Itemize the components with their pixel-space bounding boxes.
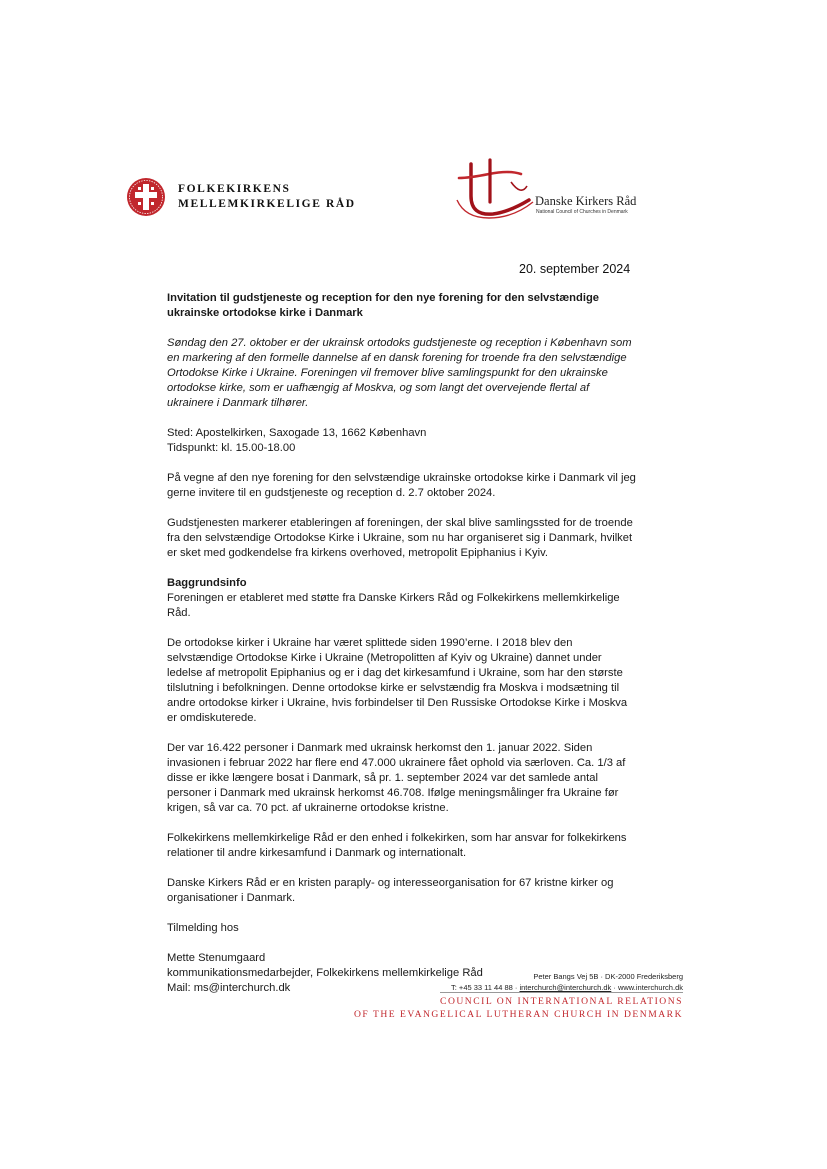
footer-web[interactable]: · www.interchurch.dk <box>611 983 683 992</box>
dkr-logo-name: Danske Kirkers Råd <box>535 194 637 208</box>
contact-role: kommunikationsmedarbejder, Folkekirkens mellemkirkelige Råd <box>167 967 483 979</box>
footer-council-line1: COUNCIL ON INTERNATIONAL RELATIONS <box>440 996 683 1007</box>
letter-body <box>167 291 637 1011</box>
letter-date: 20. september 2024 <box>519 262 631 276</box>
dkr-description-paragraph: Danske Kirkers Råd er en kristen paraply- og interesseorganisation for 67 kristne kirker og organisationer i Danmark. <box>167 877 614 904</box>
footer-council-line2: OF THE EVANGELICAL LUTHERAN CHURCH IN DENMARK <box>353 1008 683 1020</box>
event-details <box>167 426 637 456</box>
fmr-logo <box>126 177 356 217</box>
fmr-logo-line2: MELLEMKIRKELIGE RÅD <box>178 198 356 210</box>
event-time: Tidspunkt: kl. 15.00-18.00 <box>167 442 296 454</box>
footer-email-link[interactable]: interchurch@interchurch.dk <box>519 983 612 992</box>
contact-name: Mette Stenumgaard <box>167 952 266 964</box>
intro-paragraph: Søndag den 27. oktober er der ukrainsk ortodoks gudstjeneste og reception i København som en markering af den formelle dannelse af en dansk forening for troende fra den selvstændige Ortodokse Kirke i Ukraine. Foreningen vil fremover blive samlingspunkt for den ukrainske ortodokse kirke, som er uafhængig af Moskva, og som langt det overvejende flertal af ukrainere i Danmark tilhører. <box>167 337 632 409</box>
footer-phone: T: +45 33 11 44 88 · <box>451 983 520 992</box>
letter-title: Invitation til gudstjeneste og reception for den nye forening for den selvstændige ukrainske ortodokse kirke i Danmark <box>167 292 600 319</box>
fmr-logo-text <box>178 182 356 212</box>
footer-address: Peter Bangs Vej 5B · DK-2000 Frederiksberg <box>533 972 683 981</box>
contact-mail[interactable]: Mail: ms@interchurch.dk <box>167 982 291 994</box>
footer-address-block <box>451 971 683 993</box>
background-heading: Baggrundsinfo <box>167 577 247 589</box>
invitation-paragraph: På vegne af den nye forening for den selvstændige ukrainske ortodokse kirke i Danmark vil jeg gerne invitere til en gudstjeneste og reception d. 2.7 oktober 2024. <box>167 472 636 499</box>
history-paragraph: De ortodokse kirker i Ukraine har været splittede siden 1990’erne. I 2018 blev den selvstændige Ortodokse Kirke i Ukraine (Metropolitten af Kyiv og Ukraine) dannet under ledelse af metropolit Epiphanius og er i dag det kirkesamfund i Ukraine, som har den største tilslutning i befolkningen. Denne ortodokse kirke er selvstændig fra Moskva i modsætning til andre ortodokse kirker i Ukraine, hvis forbindelser til Den Russiske Ortodokse Kirke i Moskva er omdiskuterede. <box>167 637 628 724</box>
footer-divider <box>440 992 683 993</box>
dkr-cross-swoosh-icon <box>449 156 539 228</box>
event-place: Sted: Apostelkirken, Saxogade 13, 1662 København <box>167 427 427 439</box>
dkr-logo <box>449 156 637 228</box>
cross-seal-icon <box>126 177 166 217</box>
signup-label: Tilmelding hos <box>167 922 239 934</box>
fmr-logo-line1: FOLKEKIRKENS <box>178 183 291 195</box>
background-section <box>167 576 637 621</box>
fmr-description-paragraph: Folkekirkens mellemkirkelige Råd er den enhed i folkekirken, som har ansvar for folkekirkens relationer til andre kirkesamfund i Danmark og internationalt. <box>167 832 627 859</box>
dkr-logo-subtitle: National Council of Churches in Denmark <box>536 209 628 215</box>
background-text: Foreningen er etableret med støtte fra Danske Kirkers Råd og Folkekirkens mellemkirkelige Råd. <box>167 592 620 619</box>
statistics-paragraph: Der var 16.422 personer i Danmark med ukrainsk herkomst den 1. januar 2022. Siden invasionen i februar 2022 har flere end 47.000 ukrainere fået ophold via særloven. Ca. 1/3 af disse er ikke længere bosat i Danmark, så pr. 1. september 2024 var det samlede antal personer i Danmark med ukrainsk herkomst 46.708. Ifølge meningsmålinger fra Ukraine før krigen, så var ca. 70 pct. af ukrainerne ortodokse kristne. <box>167 742 626 814</box>
service-paragraph: Gudstjenesten markerer etableringen af foreningen, der skal blive samlingssted for de troende fra den selvstændige Ortodokse Kirke i Ukraine, som nu har organiseret sig i Danmark, hvilket er sket med godkendelse fra kirkens overhoved, metropolit Epiphanius i Kyiv. <box>167 517 633 559</box>
footer-council-block <box>354 996 683 1021</box>
